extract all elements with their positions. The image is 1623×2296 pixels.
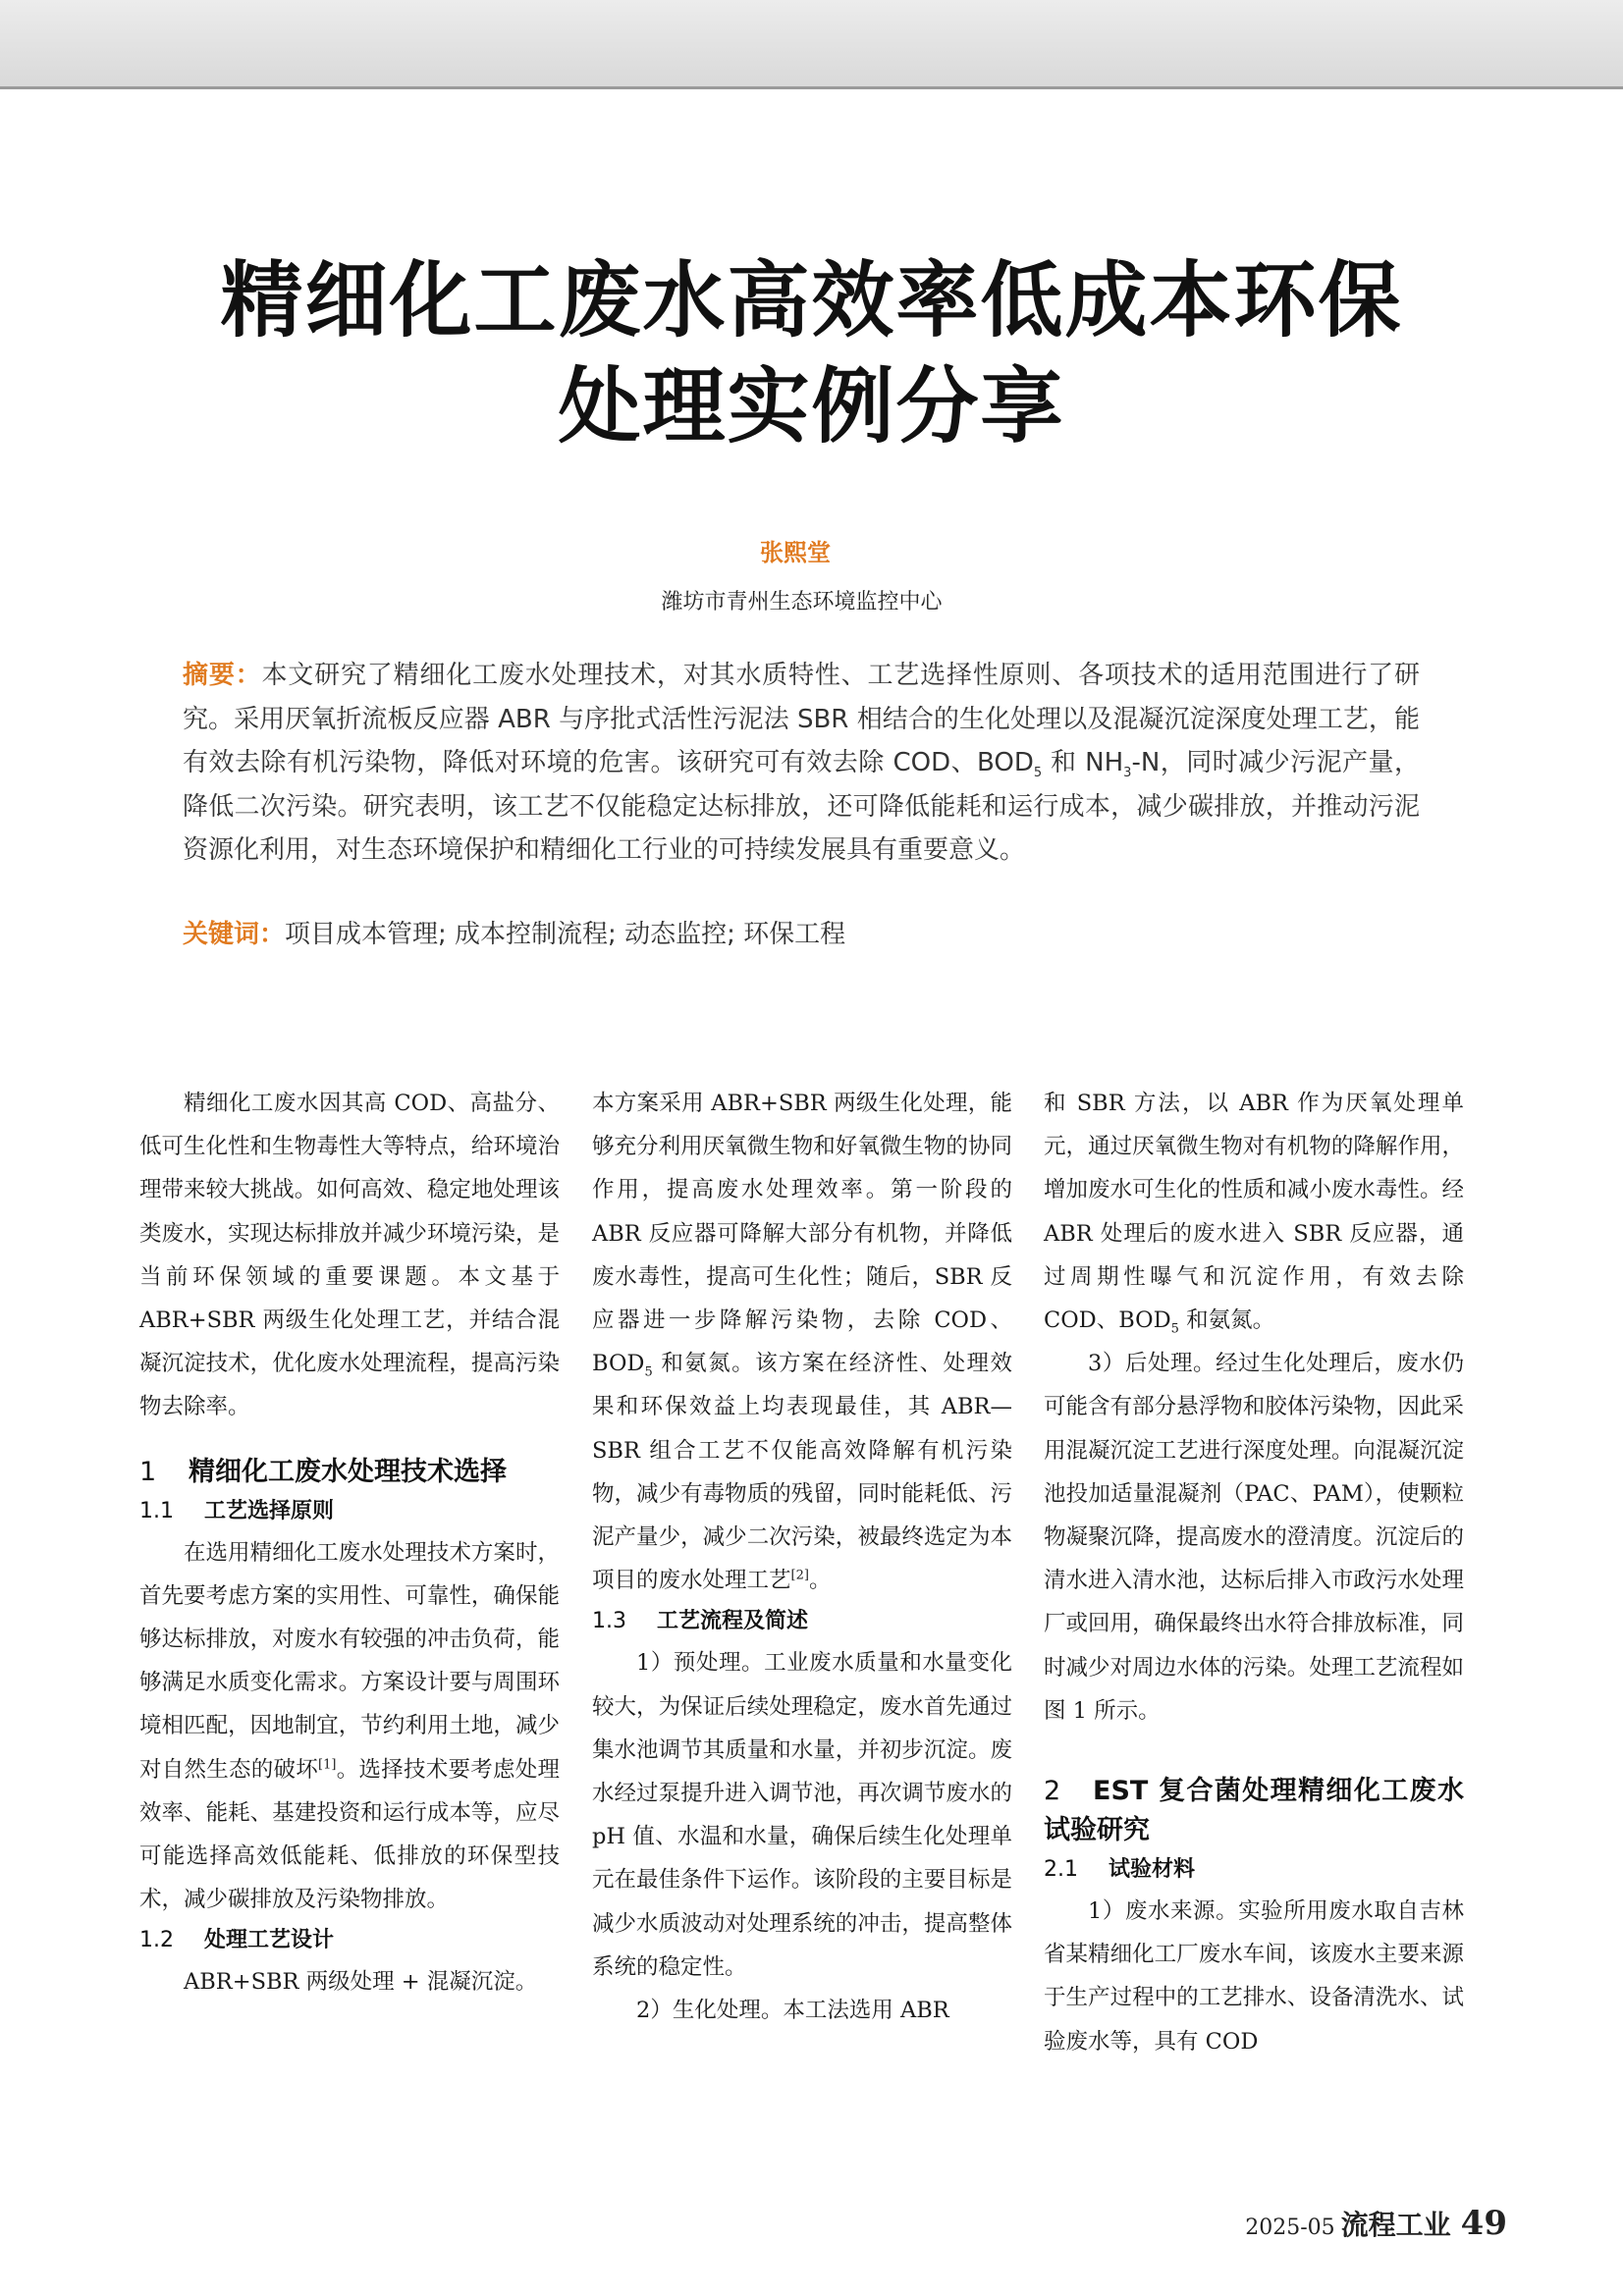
article-title <box>0 247 1623 459</box>
body-paragraph: ABR+SBR 两级处理 + 混凝沉淀。 <box>184 1969 538 1996</box>
paragraph-text: 。选择技术要考虑处理效率、能耗、基建投资和运行成本等，应尽可能选择高效低能耗、低排放的环保型技术，减少碳排放及污染物排放。 <box>139 1756 560 1913</box>
section-heading-2 <box>1044 1772 1464 1850</box>
section-number: 1 <box>139 1456 157 1487</box>
body-column-1 <box>139 1082 560 2004</box>
page-number: 49 <box>1460 2204 1507 2243</box>
title-line-1: 精细化工废水高效率低成本环保 <box>220 252 1403 348</box>
abstract-sub-3: 3 <box>1123 766 1132 781</box>
section-heading-1 <box>139 1453 560 1492</box>
author-name: 张熙堂 <box>760 539 831 566</box>
issue-date: 2025-05 <box>1245 2216 1335 2240</box>
subsection-number: 1.3 <box>592 1609 626 1634</box>
keywords-label: 关键词： <box>183 920 286 949</box>
section-number: 2 <box>1044 1776 1061 1807</box>
citation-ref: [2] <box>790 1568 809 1583</box>
body-paragraph: 2）生化处理。本工法选用 ABR <box>636 1998 949 2024</box>
body-paragraph <box>1044 1082 1464 1342</box>
body-column-2 <box>592 1082 1012 2032</box>
abstract-text-b: 和 NH <box>1042 748 1124 777</box>
subsection-heading-1-3 <box>592 1602 1012 1641</box>
subscript-5: 5 <box>644 1364 653 1380</box>
body-column-3 <box>1044 1082 1464 2063</box>
abstract-label: 摘要： <box>183 661 262 690</box>
subsection-title: 工艺选择原则 <box>204 1498 335 1523</box>
paragraph-text: 本方案采用 ABR+SBR 两级生化处理，能够充分利用厌氧微生物和好氧微生物的协同作用，提高废水处理效率。第一阶段的 ABR 反应器可降解大部分有机物，并降低废水毒性，提高可生化性；随后，SBR 反应器进一步降解污染物，去除 COD、BOD <box>592 1091 1012 1377</box>
subscript-5: 5 <box>1170 1321 1179 1337</box>
abstract-text-c: -N，同时减少污泥产量，降低二次污染。研究表明，该工艺不仅能稳定达标排放，还可降低能耗和运行成本，减少碳排放，并推动污泥资源化利用，对生态环境保护和精细化工行业的可持续发展具有重要意义。 <box>183 748 1420 865</box>
paragraph-text: 和氨氮。该方案在经济性、处理效果和环保效益上均表现最佳，其 ABR—SBR 组合工艺不仅能高效降解有机污染物，减少有毒物质的残留，同时能耗低、污泥产量少，减少二次污染，被最终选定为本项目的废水处理工艺 <box>592 1351 1012 1594</box>
subsection-number: 1.1 <box>139 1498 174 1523</box>
section-title: EST 复合菌处理精细化工废水试验研究 <box>1044 1776 1464 1846</box>
subsection-number: 2.1 <box>1044 1857 1078 1883</box>
body-paragraph <box>139 1531 560 1922</box>
journal-name: 流程工业 <box>1340 2209 1451 2241</box>
paragraph-text: 。 <box>808 1568 832 1594</box>
keywords-text: 项目成本管理; 成本控制流程; 动态监控; 环保工程 <box>285 920 846 949</box>
paragraph-text: 在选用精细化工废水处理技术方案时，首先要考虑方案的实用性、可靠性，确保能够达标排放，对废水有较强的冲击负荷，能够满足水质变化需求。方案设计要与周围环境相匹配，因地制宜，节约利用土地，减少对自然生态的破坏 <box>139 1539 560 1783</box>
subsection-heading-1-2 <box>139 1921 560 1960</box>
intro-paragraph: 精细化工废水因其高 COD、高盐分、低可生化性和生物毒性大等特点，给环境治理带来较大挑战。如何高效、稳定地处理该类废水，实现达标排放并减少环境污染，是当前环保领域的重要课题。本文基于 ABR+SBR 两级生化处理工艺，并结合混凝沉淀技术，优化废水处理流程，提高污染物去除率。 <box>139 1091 560 1420</box>
title-line-2: 处理实例分享 <box>558 358 1065 454</box>
paragraph-text: 和 SBR 方法，以 ABR 作为厌氧处理单元，通过厌氧微生物对有机物的降解作用，增加废水可生化的性质和减小废水毒性。经 ABR 处理后的废水进入 SBR 反应器，通过周期性曝气和沉淀作用，有效去除 COD、BOD <box>1044 1091 1464 1334</box>
subsection-heading-2-1 <box>1044 1850 1464 1890</box>
citation-ref: [1] <box>318 1757 337 1773</box>
abstract-text-a: 本文研究了精细化工废水处理技术，对其水质特性、工艺选择性原则、各项技术的适用范围进行了研究。采用厌氧折流板反应器 ABR 与序批式活性污泥法 SBR 相结合的生化处理以及混凝沉淀深度处理工艺，能有效去除有机污染物，降低对环境的危害。该研究可有效去除 COD、BOD <box>183 661 1420 777</box>
body-paragraph: 1）废水来源。实验所用废水取自吉林省某精细化工厂废水车间，该废水主要来源于生产过程中的工艺排水、设备清洗水、试验废水等，具有 COD <box>1044 1898 1464 2055</box>
subsection-number: 1.2 <box>139 1928 174 1953</box>
body-paragraph: 1）预处理。工业废水质量和水量变化较大，为保证后续处理稳定，废水首先通过集水池调节其质量和水量，并初步沉淀。废水经过泵提升进入调节池，再次调节废水的 pH 值、水温和水量，确保后续生化处理单元在最佳条件下运作。该阶段的主要目标是减少水质波动对处理系统的冲击，提高整体系统的稳定性。 <box>592 1650 1012 1980</box>
body-paragraph <box>592 1082 1012 1602</box>
subsection-title: 处理工艺设计 <box>204 1928 335 1953</box>
body-paragraph: 3）后处理。经过生化处理后，废水仍可能含有部分悬浮物和胶体污染物，因此采用混凝沉淀工艺进行深度处理。向混凝沉淀池投加适量混凝剂（PAC、PAM），使颗粒物凝聚沉降，提高废水的澄清度。沉淀后的清水进入清水池，达标后排入市政污水处理厂或回用，确保最终出水符合排放标准，同时减少对周边水体的污染。处理工艺流程如图 1 所示。 <box>1044 1351 1464 1724</box>
abstract-sub-5: 5 <box>1033 766 1043 781</box>
header-bar <box>0 0 1623 89</box>
subsection-heading-1-1 <box>139 1492 560 1531</box>
author-affiliation: 潍坊市青州生态环境监控中心 <box>661 590 943 614</box>
subsection-title: 试验材料 <box>1109 1857 1196 1883</box>
abstract <box>183 654 1420 873</box>
paragraph-text: 和氨氮。 <box>1178 1308 1275 1334</box>
section-title: 精细化工废水处理技术选择 <box>189 1456 507 1487</box>
subsection-title: 工艺流程及简述 <box>657 1609 809 1634</box>
keywords <box>183 913 1420 956</box>
page-footer <box>1245 2204 1507 2243</box>
